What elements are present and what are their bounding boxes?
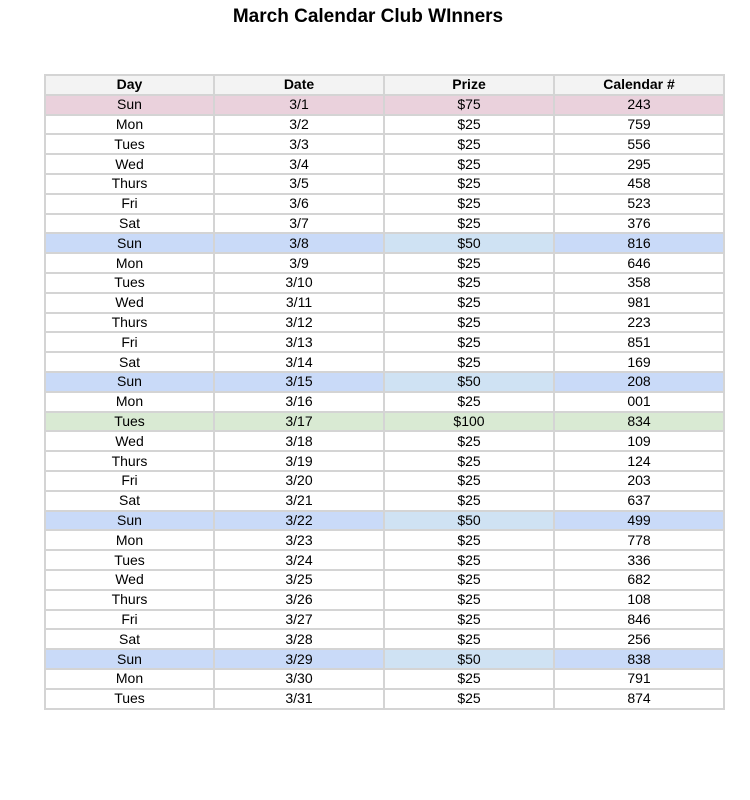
date-cell: 3/4 (214, 154, 384, 174)
date-cell: 3/10 (214, 273, 384, 293)
day-cell: Sun (45, 372, 214, 392)
calendar-number-cell: 637 (554, 491, 724, 511)
calendar-number-cell: 759 (554, 115, 724, 135)
table-row (45, 332, 724, 352)
day-cell: Sun (45, 233, 214, 253)
day-cell: Mon (45, 115, 214, 135)
day-cell: Sat (45, 629, 214, 649)
page-title: March Calendar Club WInners (232, 6, 504, 27)
header-row (45, 75, 724, 95)
prize-cell: $50 (384, 649, 554, 669)
table-row (45, 491, 724, 511)
date-cell: 3/11 (214, 293, 384, 313)
prize-cell: $25 (384, 273, 554, 293)
prize-cell: $25 (384, 194, 554, 214)
table-row (45, 194, 724, 214)
calendar-number-cell: 108 (554, 590, 724, 610)
prize-cell: $25 (384, 134, 554, 154)
calendar-number-cell: 223 (554, 313, 724, 333)
table-row (45, 431, 724, 451)
winners-table (44, 74, 725, 710)
table-row (45, 273, 724, 293)
day-cell: Tues (45, 273, 214, 293)
date-cell: 3/30 (214, 669, 384, 689)
calendar-number-cell: 816 (554, 233, 724, 253)
calendar-number-cell: 682 (554, 570, 724, 590)
date-cell: 3/13 (214, 332, 384, 352)
day-cell: Tues (45, 134, 214, 154)
prize-cell: $25 (384, 214, 554, 234)
calendar-number-cell: 874 (554, 689, 724, 709)
calendar-number-cell: 834 (554, 412, 724, 432)
prize-cell: $25 (384, 530, 554, 550)
calendar-number-cell: 838 (554, 649, 724, 669)
date-cell: 3/28 (214, 629, 384, 649)
day-cell: Wed (45, 293, 214, 313)
table-row (45, 352, 724, 372)
day-cell: Sat (45, 352, 214, 372)
table-row (45, 530, 724, 550)
prize-cell: $25 (384, 629, 554, 649)
calendar-number-cell: 295 (554, 154, 724, 174)
date-cell: 3/19 (214, 451, 384, 471)
calendar-number-cell: 851 (554, 332, 724, 352)
day-cell: Wed (45, 154, 214, 174)
prize-cell: $50 (384, 372, 554, 392)
table-row (45, 649, 724, 669)
calendar-number-cell: 358 (554, 273, 724, 293)
calendar-number-cell: 256 (554, 629, 724, 649)
column-header-day: Day (45, 75, 214, 95)
date-cell: 3/6 (214, 194, 384, 214)
table-row (45, 570, 724, 590)
day-cell: Fri (45, 332, 214, 352)
date-cell: 3/9 (214, 253, 384, 273)
date-cell: 3/18 (214, 431, 384, 451)
table-row (45, 451, 724, 471)
table-row (45, 134, 724, 154)
table-row (45, 629, 724, 649)
prize-cell: $25 (384, 570, 554, 590)
day-cell: Sun (45, 649, 214, 669)
day-cell: Mon (45, 253, 214, 273)
table-row (45, 233, 724, 253)
date-cell: 3/17 (214, 412, 384, 432)
date-cell: 3/22 (214, 511, 384, 531)
column-header-prize: Prize (384, 75, 554, 95)
table-row (45, 253, 724, 273)
table-row (45, 590, 724, 610)
prize-cell: $25 (384, 610, 554, 630)
calendar-number-cell: 169 (554, 352, 724, 372)
calendar-number-cell: 556 (554, 134, 724, 154)
date-cell: 3/5 (214, 174, 384, 194)
day-cell: Thurs (45, 451, 214, 471)
day-cell: Thurs (45, 313, 214, 333)
calendar-number-cell: 846 (554, 610, 724, 630)
date-cell: 3/21 (214, 491, 384, 511)
column-header-calendar-number: Calendar # (554, 75, 724, 95)
calendar-number-cell: 791 (554, 669, 724, 689)
prize-cell: $25 (384, 293, 554, 313)
table-row (45, 154, 724, 174)
table-row (45, 610, 724, 630)
day-cell: Mon (45, 392, 214, 412)
calendar-number-cell: 499 (554, 511, 724, 531)
table-row (45, 511, 724, 531)
day-cell: Fri (45, 471, 214, 491)
day-cell: Fri (45, 610, 214, 630)
day-cell: Fri (45, 194, 214, 214)
date-cell: 3/12 (214, 313, 384, 333)
date-cell: 3/7 (214, 214, 384, 234)
table-row (45, 174, 724, 194)
prize-cell: $25 (384, 431, 554, 451)
date-cell: 3/15 (214, 372, 384, 392)
date-cell: 3/26 (214, 590, 384, 610)
date-cell: 3/14 (214, 352, 384, 372)
calendar-number-cell: 109 (554, 431, 724, 451)
calendar-number-cell: 778 (554, 530, 724, 550)
calendar-number-cell: 981 (554, 293, 724, 313)
date-cell: 3/24 (214, 550, 384, 570)
day-cell: Mon (45, 530, 214, 550)
table-row (45, 392, 724, 412)
calendar-number-cell: 376 (554, 214, 724, 234)
date-cell: 3/2 (214, 115, 384, 135)
day-cell: Thurs (45, 590, 214, 610)
prize-cell: $100 (384, 412, 554, 432)
calendar-number-cell: 208 (554, 372, 724, 392)
prize-cell: $25 (384, 154, 554, 174)
day-cell: Tues (45, 550, 214, 570)
date-cell: 3/27 (214, 610, 384, 630)
day-cell: Mon (45, 669, 214, 689)
prize-cell: $25 (384, 174, 554, 194)
table-row (45, 471, 724, 491)
prize-cell: $25 (384, 669, 554, 689)
prize-cell: $50 (384, 511, 554, 531)
day-cell: Sun (45, 95, 214, 115)
date-cell: 3/25 (214, 570, 384, 590)
prize-cell: $50 (384, 233, 554, 253)
calendar-number-cell: 124 (554, 451, 724, 471)
calendar-number-cell: 203 (554, 471, 724, 491)
date-cell: 3/23 (214, 530, 384, 550)
date-cell: 3/31 (214, 689, 384, 709)
prize-cell: $25 (384, 332, 554, 352)
calendar-number-cell: 646 (554, 253, 724, 273)
table-row (45, 372, 724, 392)
prize-cell: $25 (384, 491, 554, 511)
day-cell: Tues (45, 689, 214, 709)
day-cell: Thurs (45, 174, 214, 194)
prize-cell: $75 (384, 95, 554, 115)
prize-cell: $25 (384, 392, 554, 412)
calendar-number-cell: 001 (554, 392, 724, 412)
day-cell: Wed (45, 431, 214, 451)
table-row (45, 214, 724, 234)
day-cell: Sat (45, 214, 214, 234)
prize-cell: $25 (384, 550, 554, 570)
table-row (45, 550, 724, 570)
date-cell: 3/29 (214, 649, 384, 669)
prize-cell: $25 (384, 451, 554, 471)
prize-cell: $25 (384, 590, 554, 610)
table-row (45, 293, 724, 313)
date-cell: 3/1 (214, 95, 384, 115)
table-row (45, 313, 724, 333)
day-cell: Tues (45, 412, 214, 432)
prize-cell: $25 (384, 313, 554, 333)
calendar-number-cell: 336 (554, 550, 724, 570)
date-cell: 3/8 (214, 233, 384, 253)
table-row (45, 412, 724, 432)
date-cell: 3/20 (214, 471, 384, 491)
prize-cell: $25 (384, 115, 554, 135)
date-cell: 3/16 (214, 392, 384, 412)
calendar-number-cell: 243 (554, 95, 724, 115)
day-cell: Sat (45, 491, 214, 511)
day-cell: Wed (45, 570, 214, 590)
prize-cell: $25 (384, 689, 554, 709)
prize-cell: $25 (384, 253, 554, 273)
table-row (45, 95, 724, 115)
prize-cell: $25 (384, 352, 554, 372)
table-row (45, 689, 724, 709)
calendar-number-cell: 458 (554, 174, 724, 194)
date-cell: 3/3 (214, 134, 384, 154)
day-cell: Sun (45, 511, 214, 531)
column-header-date: Date (214, 75, 384, 95)
table-row (45, 115, 724, 135)
calendar-number-cell: 523 (554, 194, 724, 214)
table-row (45, 669, 724, 689)
prize-cell: $25 (384, 471, 554, 491)
